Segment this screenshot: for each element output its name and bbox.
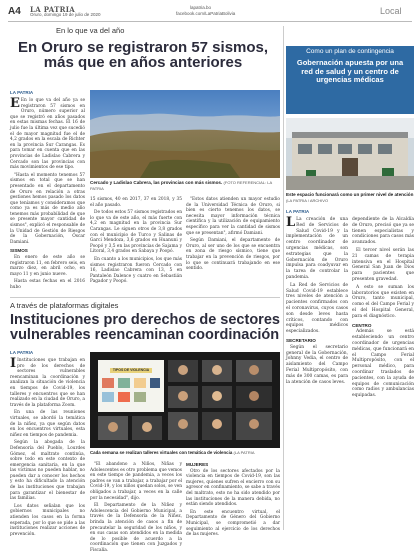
sidebar-caption-text: Este espacio funcionará como un primer nivel de atención [286,192,414,197]
article1-paragraph: Hasta estas fechas en el 2016 hubo [10,279,85,290]
article1-paragraph: En lo que va del año ya se registraron 57 sismos en Oruro, número superior al que se registró en años pasados en estas mismas fechas. El 16 de julio fue la última vez que sucedió el de mayor magnitud fue el de 4,2 grados en la escala de Richter en la provincia Sur Carangas. Es para tomar en cuenta que en las provincias de Ladislao Cabrera y Cercado son las provincias con más movimientos de ese tipo. [10,98,85,171]
article2-paragraph: En este encuentro virtual, el Departamento de Género del Gobierno Municipal, se comprometió a dar seguimiento al ejercicio de los derechos de las mujeres. [186,509,280,538]
article2-paragraph: Otro de los sectores afectados por la violencia en tiempos de Covid-19, son las mujeres, quienes sufren el encierro con su agresor en confinamiento, se sabe a través del maltrato, esto no ha sido atendido por las instituciones de la manera debida, no están siendo atendidos. [186,468,280,508]
article1-paragraph: En cuanto a los municipios, los que más sismos registraron fueron Cercado con 16, Ladislao Cabrera con 13, 5 en Pantaleón Dalence y cuatro en Sebastián Pagador y Poopó. [90,256,182,285]
article1-column-2 [90,197,182,293]
sidebar-paragraph: La creación de una Red de Servicios de Salud Covid-19 y la implementación de un centro coordinador de urgencias médicas, son estrategias que la Gobernación de Oruro impulsa para coadyuvar en la tarea de controlar la pandemia. [286,217,348,280]
page-number: A4 [8,6,21,17]
sidebar-paragraph: A esto se suman los laboratorios que existen en Oruro, tanto municipal, como el del Campo Ferial y el del Hospital General, para el diagnóstico. [352,284,414,319]
landscape-photo [90,90,280,178]
article1-paragraph: De todos estos 57 sismos registrados en lo que va de este año, el más fuerte con 4,2 en magnitud en la provincia Sur Carangas. Le siguen otros de 3,8 grados con el municipio de Turco y Salinas de Garci Mendoza, 3,6 grados en Huanuni y Poopó y 3,5 en las provincias de Sajama y Litoral, 3,4 grados en Sabaya y Poopó. [90,210,182,255]
sidebar-column-1: L La creación de una Red de Servicios de Salud Covid-19 y la implementación de un centro coordinador de urgencias médicas, son estrategias que la Gobernación de Oruro impulsa para coadyuvar en la tarea de controlar la pandemia. La Red de Servicios de Salud Covid-19 establece tres niveles de atención a pacientes confirmados con el coronavirus, cuyos casos son desde leves hasta críticos, contando con equipos médicos especializados. SECRETARIO Según el secretario general de la Gobernación, Johnny Vedia, el centro de aislamiento del Campo Ferial Multipropósito, con más de 300 camas, es para la atención de casos leves. [286,215,348,385]
article2-headline-line2: vulnerables reencaminan coordinación [10,327,280,343]
article2-column-2 [90,462,182,553]
article2-byline: LA PATRIA [10,350,34,355]
article1-kicker: En lo que va del año [56,26,125,35]
article1-subhead-sismos: SISMOS [10,248,28,254]
article1-column-3 [186,197,280,293]
facebook-link[interactable]: facebook.com/LaPatriaBolivia [176,11,236,16]
article1-headline [10,40,276,70]
article2-column-3 [186,462,280,538]
sidebar-paragraph: Además se está estableciendo un centro coordinador de urgencias médicas, que funcionará en el Campo Ferial Multipropósito, con el personal médico, para coordinar traslados de pacientes, con la ayuda de equipos de comunicación como radios y ambulancias equipadas. [352,329,414,399]
article1-paragraph: "Hasta el momento tenemos 57 sismos en total que se han presentado en el departamento de Oruro en relación a otras gestiones hemos pasado los datos que teníamos y consideramos que como ya es más de medio año tenemos más probabilidad de que se presente mayor cantidad de sismos", explicó el responsable de la Unidad de Gestión de Riesgos de la Gobernación, Óscar Damiani. [10,172,85,245]
header-divider [8,21,412,22]
sidebar-headline-box [286,46,414,114]
article2-paragraph: Según la abogada de la Defensoría del Pueblo, Lourdes Gómez, el maltrato continúa, sobre todo en este contexto de emergencia sanitaria, en la que las víctimas no pueden hablar, no pueden dar a conocer los hechos y esto ha dificultado la atención de las instituciones que trabajan para garantizar el bienestar de las familias. [10,440,85,502]
article2-paragraph: El Departamento de la Niñez y Adolescencia del Gobierno Municipal, a través de la Defensoría de la Niñez, brinda la atención de casos a fin de precautelar la seguridad de los niños, y en sus casas son atendidos en la medida de lo posible de acuerdo a la coordinación que tienen con Juzgados y Fiscalía. [90,503,182,553]
sidebar-paragraph: dependiente de la Alcaldía de Oruro, precisó que ya se tienen especialistas y condiciones para casos más avanzados. [352,217,414,246]
article1-photo-credit: (FOTO REFERENCIAL: LA PATRIA [90,180,272,191]
article2-paragraph: Instituciones que trabajan en pro de los derechos de sectores vulnerables reencaminan la coordinación y analizan la situación de violencia en tiempos de Covid-19, los talleres y encuentros que se han realizado en la ciudad de Oruro, a través de la plataforma Zoom. [10,358,85,408]
article2-photo-credit: (LA PATRIA [233,450,255,455]
sidebar-column-2 [352,217,414,530]
article2-headline-line1: Instituciones pro derechos de sectores [10,312,280,328]
article2-photo-caption [90,450,282,456]
sidebar-photo-caption [286,192,414,203]
article2-column-1: I Instituciones que trabajan en pro de los derechos de sectores vulnerables reencaminan la coordinación y analizan la situación de violencia en tiempos de Covid-19, los talleres y encuentros que se han realizado en la ciudad de Oruro, a través de la plataforma Zoom. En una de las reuniones virtuales, se abordó la temática de la niñez, ya que según datos en los encuentros virtuales, esta niñez en tiempos de pandemia. Según la abogada de la Defensoría del Pueblo, Lourdes Gómez, el maltrato continúa, sobre todo en este contexto de emergencia sanitaria, en la que las víctimas no pueden hablar, no pueden dar a conocer los hechos y esto ha dificultado la atención de las instituciones que trabajan para garantizar el bienestar de las familias. Los datos señalan que los gobiernos municipales no atienden los casos en la forma esperada, por lo que se pide a las instituciones realizar acciones de prevención. [10,356,85,537]
building-photo [286,118,414,190]
article1-paragraph: 15 sismos, 40 en 2017, 37 en 2018, y 35 el año pasado. [90,197,182,208]
section-label: Local [380,6,402,16]
sidebar-photo-credit: (LA PATRIA / ARCHIVO [286,197,329,203]
article1-column-1: E En lo que va del año ya se registraron 57 sismos en Oruro, número superior al que se registró en años pasados en estas mismas fechas. El 16 de julio fue la última vez que sucedió el de mayor magnitud fue el de 4,2 grados en la escala de Richter en la provincia Sur Carangas. Es para tomar en cuenta que en las provincias de Ladislao Cabrera y Cercado son las provincias con más movimientos de ese tipo. "Hasta el momento tenemos 57 sismos en total que se han presentado en el departamento de Oruro en relación a otras gestiones hemos pasado los datos que teníamos y consideramos que como ya es más de medio año tenemos más probabilidad de que se presente mayor cantidad de sismos", explicó el responsable de la Unidad de Gestión de Riesgos de la Gobernación, Óscar Damiani. SISMOS En enero de este año se registraron 11, en febrero seis, en marzo diez, en abril ocho, en mayo 11 y en junio nueve. Hasta estas fechas en el 2016 hubo [10,96,85,290]
sidebar-subhead-secretario: SECRETARIO [286,337,316,343]
article1-photo-caption [90,180,280,191]
article2-paragraph: "El abandono a Niños, Niñas y Adolescentes es otro problema que vemos en este tiempo de pandemia, a veces los padres se van a trabajar, a trabajar por el Covid-19, y los niños quedan solos, se ven obligados a trabajar, a veces en la calle por la necesidad", dijo. [90,462,182,501]
issue-date: Oruro, domingo 19 de julio de 2020 [30,12,101,17]
sidebar-headline: Gobernación apuesta por una red de salud y un centro de urgencias médicas [296,58,404,84]
zoom-meeting-photo [90,352,280,448]
article2-paragraph: Los datos señalan que los gobiernos municipales no atienden los casos en la forma esperada, por lo que se pide a las instituciones realizar acciones de prevención. [10,503,85,537]
sidebar-byline: LA PATRIA [286,209,310,214]
sidebar-kicker: Como un plan de contingencia [306,48,394,55]
article2-kicker: A través de plataformas digitales [10,301,119,310]
sidebar-paragraph: Según el secretario general de la Gobernación, Johnny Vedia, el centro de aislamiento del Campo Ferial Multipropósito, con más de 300 camas, es para la atención de casos leves. [286,344,348,385]
article1-paragraph: Según Damiani, el departamento de Oruro, al ser uno de los que se encuentra en zona de riesgo sísmico, tiene que trabajar en la prevención de riesgos, por lo que se continuará trabajando en ese sentido. [186,238,280,272]
sidebar-paragraph: El tercer nivel serán las 21 camas de terapia intensiva en el Hospital General San Juan de Dios para pacientes que presenten gravedad. [352,247,414,282]
article1-headline-line2: más que en años anteriores [43,54,243,71]
zoom-slide-title: TIPOS DE VIOLENCIA [112,368,150,372]
article2-caption-text: Cada semana se realizan talleres virtuales con temática de violencia [90,450,233,455]
sidebar-paragraph: La Red de Servicios de Salud Covid-19 establece tres niveles de atención a pacientes confirmados con el coronavirus, cuyos casos son desde leves hasta críticos, contando con equipos médicos especializados. [286,282,348,335]
article1-headline-line1: En Oruro se registraron 57 sismos, [17,39,269,56]
article1-paragraph: "Estos datos atienden un mayor estudio de la Universidad Técnica de Oruro, si bien es cierto tenemos los datos, se necesita mayor información técnica científica y la utilización de equipamiento específico para ver la cantidad de sismos que se presentan", afirmó Damiani. [186,197,280,236]
article-divider [10,297,280,298]
article1-caption-text: Cercado y Ladislao Cabrera, las provincias con más sismos. [90,180,223,185]
masthead-logo: LA PATRIA [30,5,76,14]
website-link[interactable]: lapatria.bo [190,5,212,10]
article2-headline [10,313,280,343]
article2-paragraph: En una de las reuniones virtuales, se abordó la temática de la niñez, ya que según datos en los encuentros virtuales, esta niñez en tiempos de pandemia. [10,410,85,438]
article1-byline: LA PATRIA [10,90,34,95]
sidebar-divider [283,26,284,530]
article1-paragraph: En enero de este año se registraron 11, en febrero seis, en marzo diez, en abril ocho, en mayo 11 y en junio nueve. [10,255,85,277]
sidebar-subhead-centro: CENTRO [352,322,372,328]
article2-subhead-mujeres: MUJERES [186,462,209,467]
